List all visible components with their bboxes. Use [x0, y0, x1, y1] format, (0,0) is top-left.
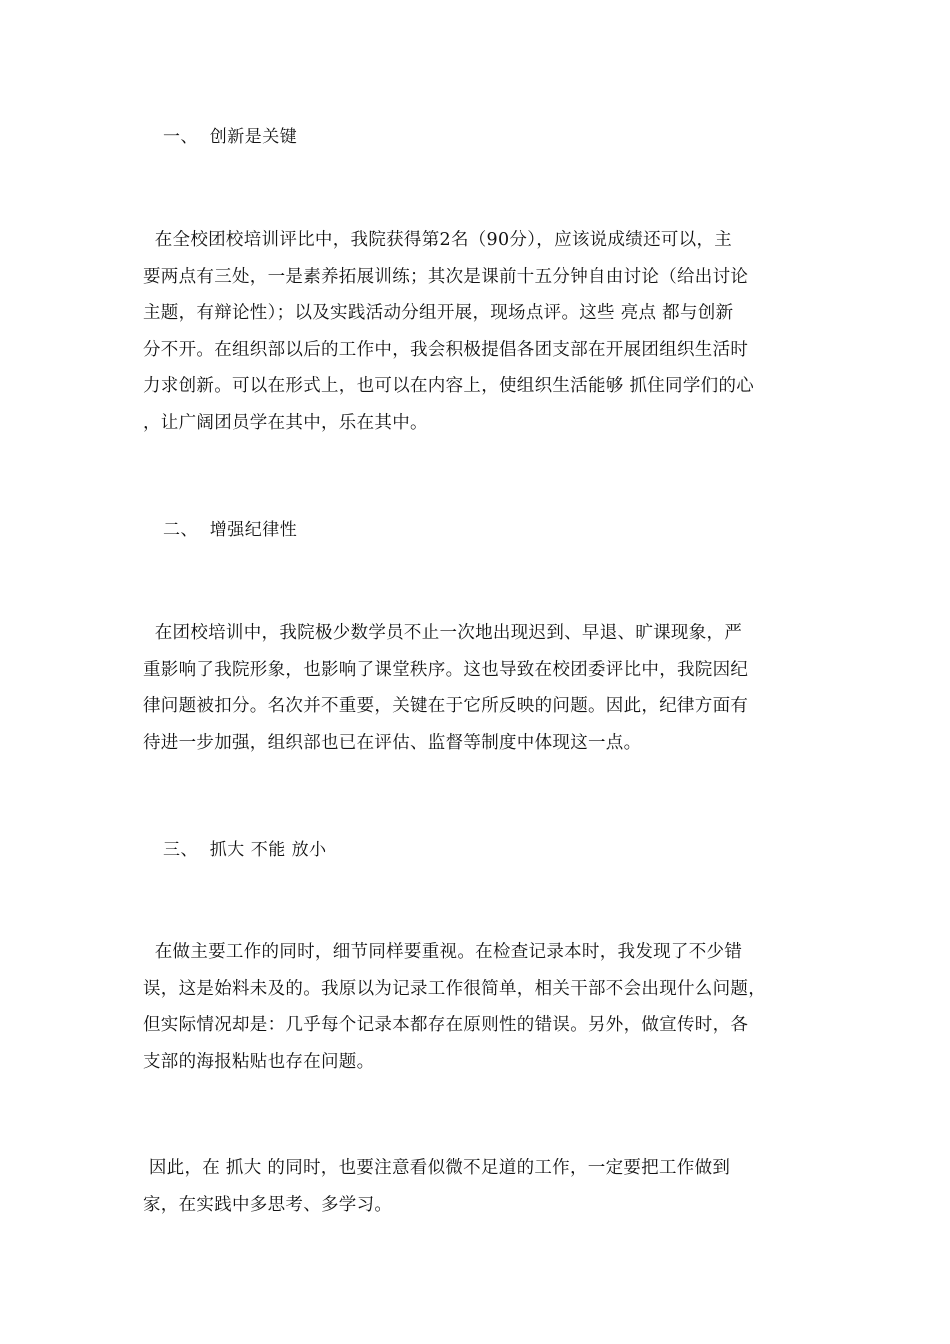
section-heading-discipline: 二、 增强纪律性	[163, 520, 298, 540]
text-line: 在做主要工作的同时，细节同样要重视。在检查记录本时，我发现了不少错	[143, 942, 743, 962]
text-line: 主题，有辩论性）；以及实践活动分组开展，现场点评。这些 亮点 都与创新	[143, 303, 734, 323]
text-line: 在全校团校培训评比中，我院获得第2名（90分），应该说成绩还可以，主	[143, 230, 733, 250]
paragraph-discipline	[143, 615, 813, 761]
text-line: 但实际情况却是：几乎每个记录本都存在原则性的错误。另外，做宣传时，各	[143, 1015, 749, 1035]
section-heading-innovation: 一、 创新是关键	[163, 127, 298, 147]
text-line: 待进一步加强，组织部也已在评估、监督等制度中体现这一点。	[143, 732, 642, 753]
section-heading-details: 三、 抓大 不能 放小	[163, 840, 327, 860]
text-line: 因此，在 抓大 的同时，也要注意看似微不足道的工作，一定要把工作做到	[143, 1158, 731, 1178]
text-line: 力求创新。可以在形式上，也可以在内容上，使组织生活能够 抓住同学们的心	[143, 376, 755, 396]
text-line: 误，这是始料未及的。我原以为记录工作很简单，相关干部不会出现什么问题，	[143, 978, 766, 999]
paragraph-innovation	[143, 222, 813, 441]
text-line: 在团校培训中，我院极少数学员不止一次地出现迟到、早退、旷课现象，严	[143, 623, 743, 643]
text-line: 律问题被扣分。名次并不重要，关键在于它所反映的问题。因此，纪律方面有	[143, 696, 749, 716]
text-line: 要两点有三处，一是素养拓展训练；其次是课前十五分钟自由讨论（给出讨论	[143, 266, 749, 287]
paragraph-conclusion	[143, 1150, 813, 1223]
text-line: 支部的海报粘贴也存在问题。	[143, 1051, 375, 1072]
text-line: 分不开。在组织部以后的工作中，我会积极提倡各团支部在开展团组织生活时	[143, 339, 749, 360]
text-line: 重影响了我院形象，也影响了课堂秩序。这也导致在校团委评比中，我院因纪	[143, 659, 749, 680]
text-line: 家，在实践中多思考、多学习。	[143, 1194, 393, 1215]
text-line: ，让广阔团员学在其中，乐在其中。	[143, 412, 428, 433]
paragraph-details	[143, 934, 813, 1080]
